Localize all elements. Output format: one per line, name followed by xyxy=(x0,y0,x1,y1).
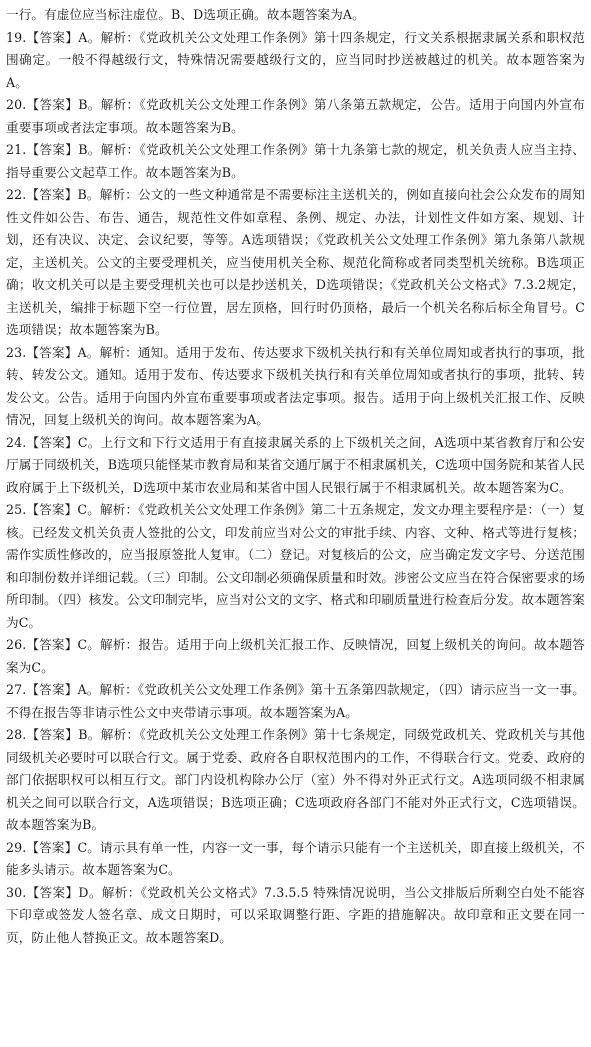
answer-25: 25.【答案】C。解析：《党政机关公文处理工作条例》第二十五条规定，发文办理主要程序是：（一）复核。已经发文机关负责人签批的公文，印发前应当对公文的审批手续、内容、文种、格式等进行复核；需作实质性修改的，应当报原签批人复审。（二）登记。对复核后的公文，应当确定发文字号、分送范围和印制份数并详细记载。（三）印制。公文印制必须确保质量和时效。涉密公文应当在符合保密要求的场所印制。（四）核发。公文印制完毕，应当对公文的文字、格式和印刷质量进行检查后分发。故本题答案为C。 xyxy=(6,502,585,630)
answer-21: 21.【答案】B。解析：《党政机关公文处理工作条例》第十九条第七款的规定，机关负责人应当主持、指导重要公文起草工作。故本题答案为B。 xyxy=(6,142,585,180)
answer-19: 19.【答案】A。解析：《党政机关公文处理工作条例》第十四条规定，行文关系根据隶属关系和职权范围确定。一般不得越级行文，特殊情况需要越级行文的，应当同时抄送被越过的机关。故本题答案为A。 xyxy=(6,29,585,90)
paragraph-continuation: 一行。有虚位应当标注虚位。B、D选项正确。故本题答案为A。 xyxy=(6,7,365,22)
answer-30: 30.【答案】D。解析：《党政机关公文格式》7.3.5.5 特殊情况说明，当公文排版后所剩空白处不能容下印章或签发人签名章、成文日期时，可以采取调整行距、字距的措施解决。故印章和正文要在同一页，防止他人替换正文。故本题答案D。 xyxy=(6,884,585,945)
answer-27: 27.【答案】A。解析：《党政机关公文处理工作条例》第十五条第四款规定，（四）请示应当一文一事。不得在报告等非请示性公文中夹带请示事项。故本题答案为A。 xyxy=(6,682,585,720)
answer-24: 24.【答案】C。上行文和下行文适用于有直接隶属关系的上下级机关之间，A选项中某省教育厅和公安厅属于同级机关，B选项只能怪某市教育局和某省交通厅属于不相隶属机关，C选项中国务院和某省人民政府属于上下级机关，D选项中某市农业局和某省中国人民银行属于不相隶属机关。故本题答案为C。 xyxy=(6,434,585,495)
answer-22: 22.【答案】B。解析：公文的一些文种通常是不需要标注主送机关的，例如直接向社会公众发布的周知性文件如公告、布告、通告，规范性文件如章程、条例、规定、办法，计划性文件如方案、规划、计划，还有决议、决定、会议纪要，等等。A选项错误；《党政机关公文处理工作条例》第九条第八款规定，主送机关。公文的主要受理机关，应当使用机关全称、规范化简称或者同类型机关统称。B选项正确；收文机关可以是主要受理机关也可以是抄送机关，D选项错误；《党政机关公文格式》7.3.2规定，主送机关，编排于标题下空一行位置，居左顶格，回行时仍顶格，最后一个机关名称后标全角冒号。C选项错误；故本题答案为B。 xyxy=(6,187,585,337)
answer-20: 20.【答案】B。解析：《党政机关公文处理工作条例》第八条第五款规定，公告。适用于向国内外宣布重要事项或者法定事项。故本题答案为B。 xyxy=(6,97,585,135)
answer-29: 29.【答案】C。请示具有单一性，内容一文一事，每个请示只能有一个主送机关，即直接上级机关，不能多头请示。故本题答案为C。 xyxy=(6,839,585,877)
answer-26: 26.【答案】C。解析：报告。适用于向上级机关汇报工作、反映情况，回复上级机关的询问。故本题答案为C。 xyxy=(6,637,585,675)
answer-28: 28.【答案】B。解析：《党政机关公文处理工作条例》第十七条规定，同级党政机关、党政机关与其他同级机关必要时可以联合行文。属于党委、政府各自职权范围内的工作，不得联合行文。党委、政府的部门依据职权可以相互行文。部门内设机构除办公厅（室）外不得对外正式行文。A选项同级不相隶属机关之间可以联合行文，A选项错误；B选项正确；C选项政府各部门不能对外正式行文，C选项错误。故本题答案为B。 xyxy=(6,727,585,832)
answer-23: 23.【答案】A。解析：通知。适用于发布、传达要求下级机关执行和有关单位周知或者执行的事项，批转、转发公文。通知。适用于发布、传达要求下级机关执行和有关单位周知或者执行的事项，批转、转发公文。公告。适用于向国内外宣布重要事项或者法定事项。报告。适用于向上级机关汇报工作、反映情况，回复上级机关的询问。故本题答案为A。 xyxy=(6,344,585,427)
